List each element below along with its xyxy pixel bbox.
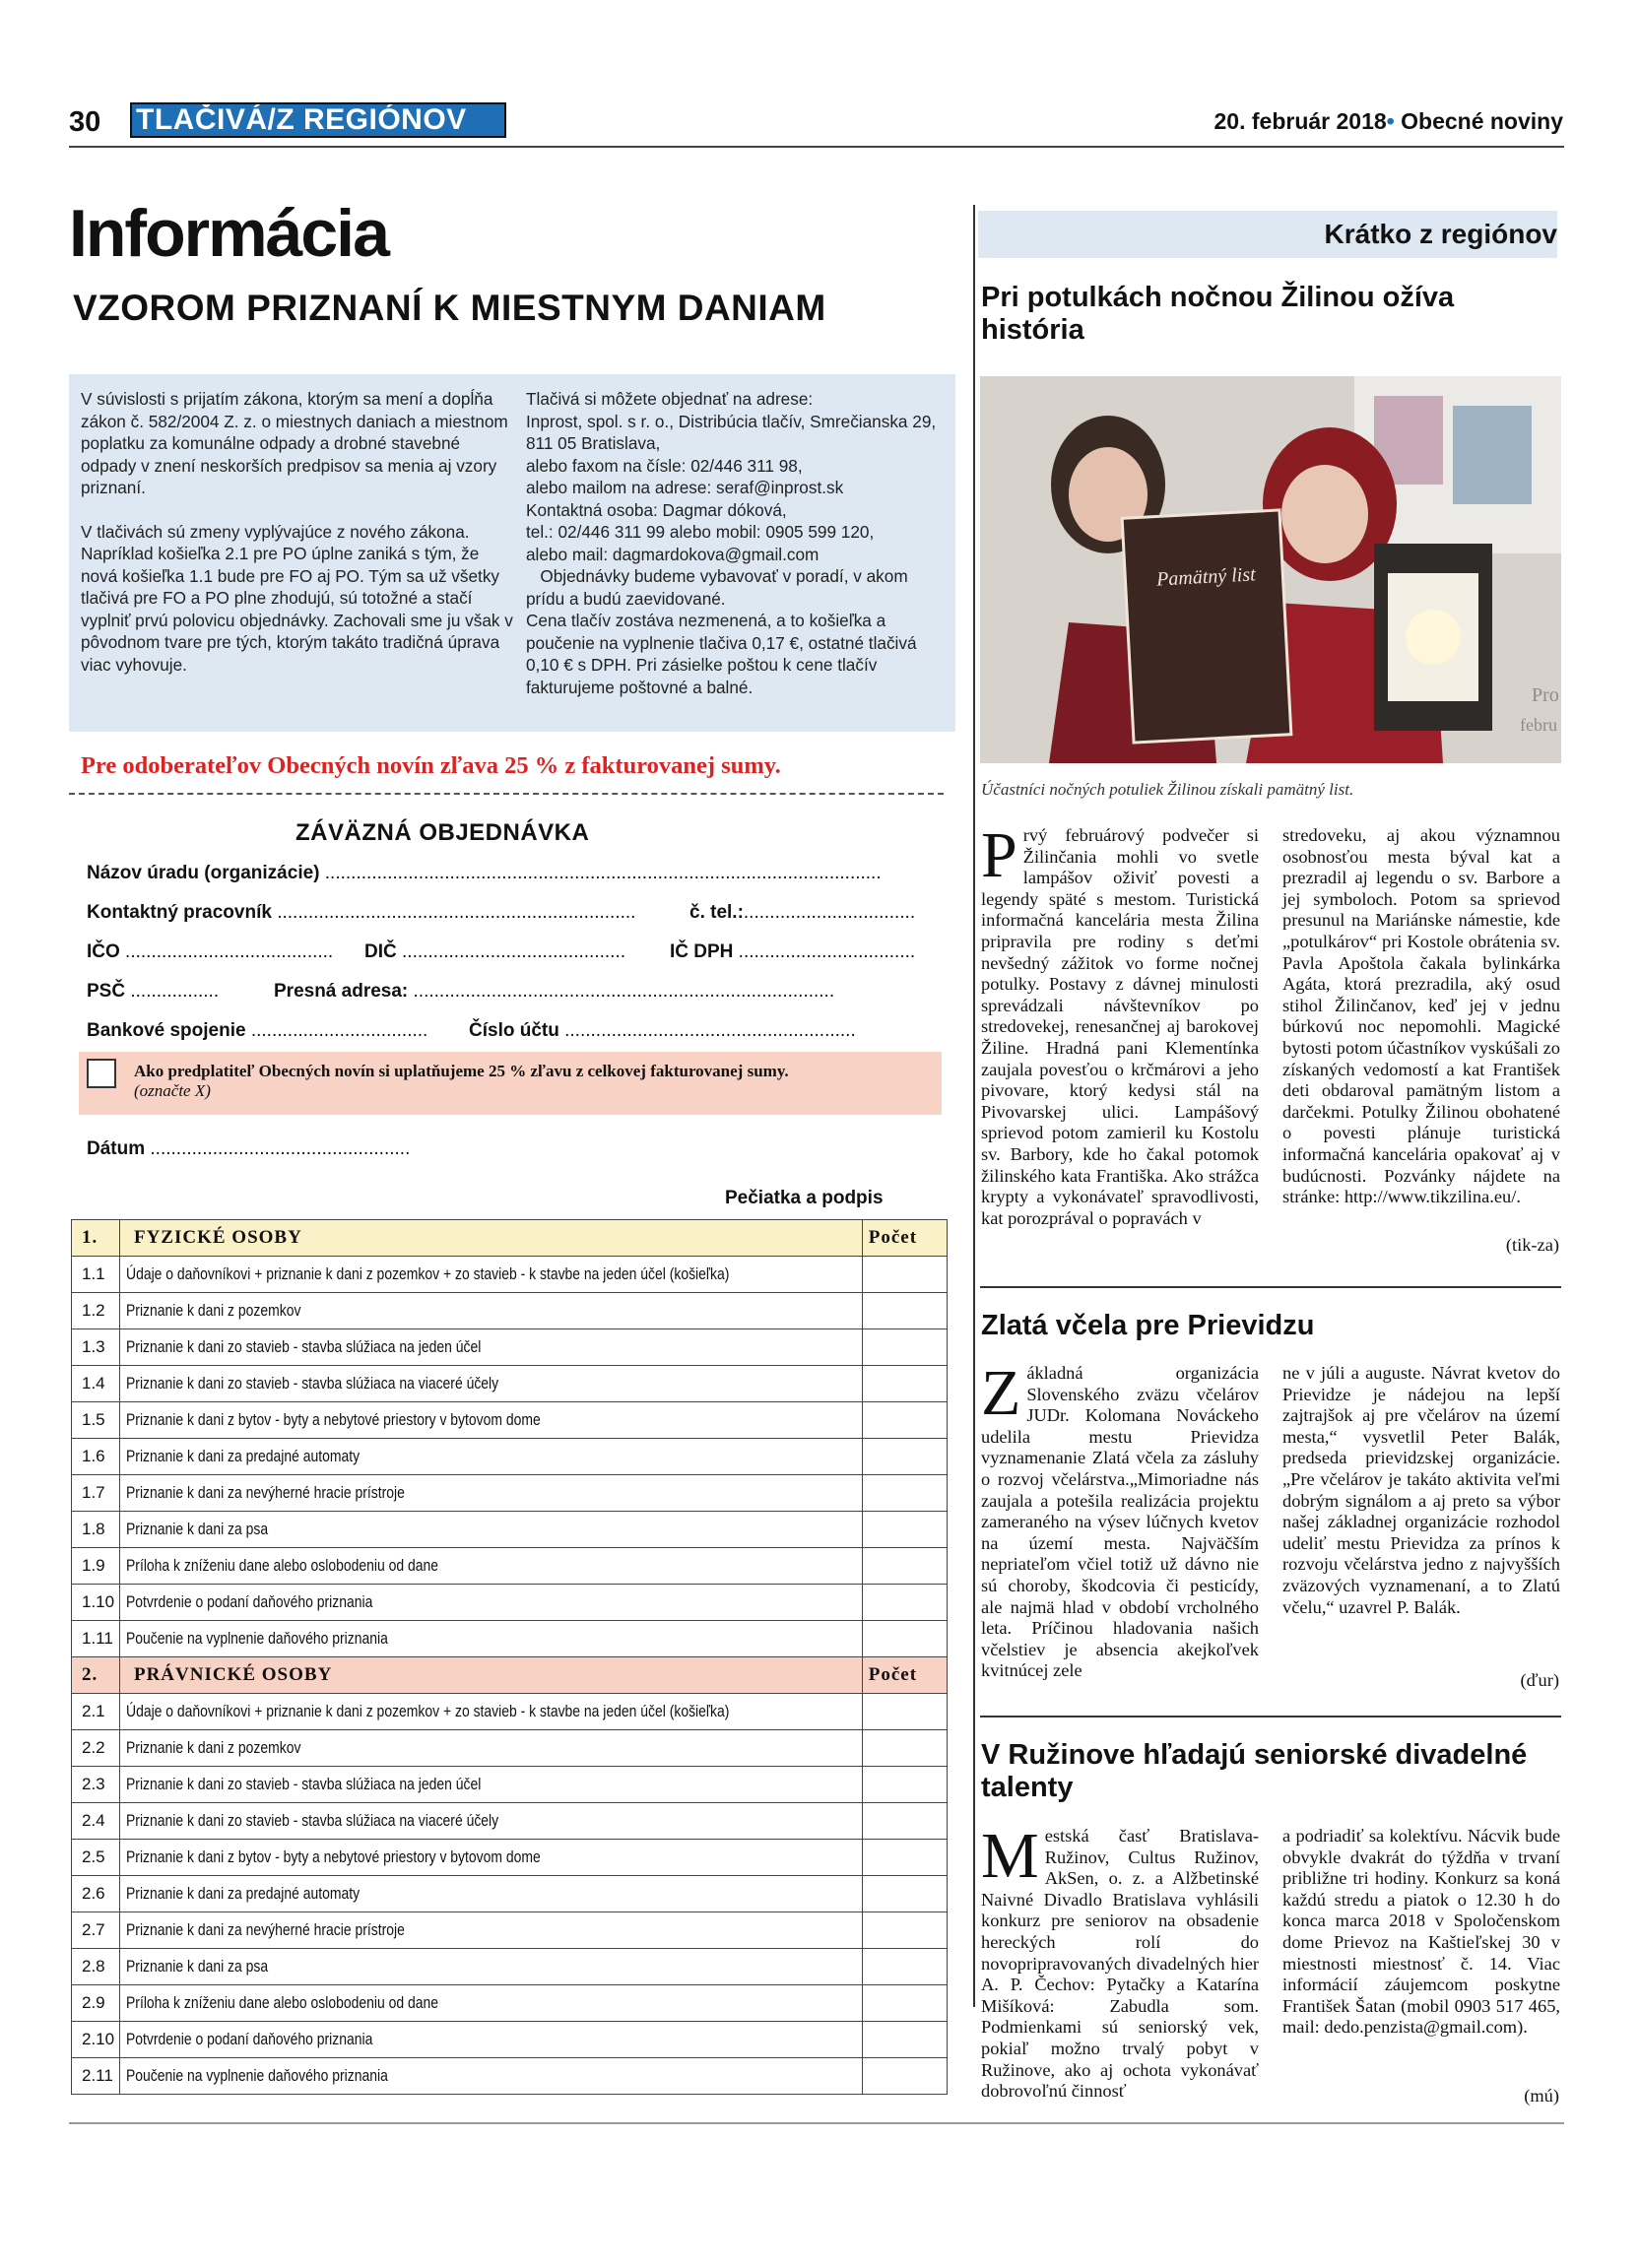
form-name: Priznanie k dani zo stavieb - stavba slúžiaca na viaceré účely	[125, 1811, 499, 1830]
form-number: 2.5	[72, 1840, 120, 1876]
article-photo	[980, 376, 1561, 763]
photo-caption: Účastníci nočných potuliek Žilinou získali pamätný list.	[981, 780, 1354, 799]
form-name: Priznanie k dani za psa	[125, 1957, 269, 1976]
form-name: Priznanie k dani za nevýherné hracie prístroje	[125, 1483, 405, 1502]
article-body-col2: ne v júli a auguste. Návrat kvetov do Prievidze je nádejou na lepší zajtrajšok aj pre včelárov na území mesta,“ vysvetlil Peter Balák, predseda prievidzskej organizácie. „Pre včelárov je takáto aktivita veľmi dobrým signálom a aj preto sa výbor našej základnej organizácie rozhodol udeliť mestu Prievidza za prínos k rozvoju včelárstva jedno z najvyšších zväzových vyznamenaní, a to Zlatú včelu,“ uzavrel P. Balák.	[1282, 1363, 1560, 1617]
form-name: Priznanie k dani z pozemkov	[125, 1738, 301, 1757]
form-name-cell	[119, 1621, 862, 1657]
form-number: 1.6	[72, 1439, 120, 1475]
form-name: Údaje o daňovníkovi + priznanie k dani z pozemkov + zo stavieb - k stavbe na jeden účel (košieľka)	[125, 1264, 730, 1283]
bank-field[interactable]: Bankové spojenie ..................................	[87, 1020, 428, 1041]
cut-line	[69, 793, 944, 795]
form-name-cell	[119, 2058, 862, 2095]
form-number: 1.1	[72, 1257, 120, 1293]
table-row	[72, 1949, 948, 1985]
info-left-column	[81, 388, 514, 697]
count-header: Počet	[862, 1657, 947, 1694]
form-number: 2.6	[72, 1876, 120, 1912]
table-section-header	[72, 1657, 948, 1694]
form-name: Priznanie k dani za nevýherné hracie prístroje	[125, 1920, 405, 1939]
count-header: Počet	[862, 1220, 947, 1257]
footer-rule	[69, 2122, 1564, 2124]
address-field[interactable]: Presná adresa: .................................................................................	[274, 981, 835, 1002]
drop-cap: P	[981, 819, 1017, 891]
form-name: Poučenie na vyplnenie daňového priznania	[125, 1629, 388, 1648]
form-number: 2.1	[72, 1694, 120, 1730]
photo-banner-text: febru	[1520, 715, 1557, 735]
form-name: Priznanie k dani za psa	[125, 1520, 269, 1538]
header-rule	[69, 146, 1564, 148]
article-body-col1: Prvý februárový podvečer si Žilinčania mohli vo svetle lampášov oživiť povesti a legendy späté s mestom. Turistická informačná kancelária mesta Žilina pripravila pre rodiny s deťmi nevšedný zážitok vo forme nočnej potulky. Postavy z dávnej minulosti sprevádzali návštevníkov po stredovekej, renesančnej aj barokovej Žiline. Hradná pani Klementínka zaujala povesťou o krčmárovi a jeho pivovare, ktorý kedysi stál na Pivovarskej ulici. Lampášový sprievod potom zamieril ku Kostolu sv. Barbory, kde ho čakal potomok žilinského kata Františka. Ako strážca krypty a vykonávateľ spravodlivosti, kat porozprával o popravách v	[981, 819, 1259, 1228]
table-row	[72, 1621, 948, 1657]
page-subtitle: VZOROM PRIZNANÍ K MIESTNYM DANIAM	[73, 288, 826, 328]
form-name-cell	[119, 1475, 862, 1512]
table-row	[72, 1694, 948, 1730]
form-name: Priznanie k dani zo stavieb - stavba slúžiaca na jeden účel	[125, 1337, 482, 1356]
table-row	[72, 1730, 948, 1767]
count-input-cell[interactable]	[862, 1512, 947, 1548]
form-name-cell	[119, 1512, 862, 1548]
article-separator	[980, 1716, 1561, 1717]
info-line: tel.: 02/446 311 99 alebo mobil: 0905 599 120,	[526, 522, 875, 542]
form-name-cell	[119, 1840, 862, 1876]
column-divider	[973, 205, 975, 2007]
info-paragraph: V súvislosti s prijatím zákona, ktorým sa mení a dopĺňa zákon č. 582/2004 Z. z. o miestnych daniach a miestnom poplatku za komunálne odpady a drobné stavebné odpady v znení neskorších predpisov sa menia aj vzory priznaní.	[81, 389, 508, 497]
count-input-cell[interactable]	[862, 1257, 947, 1293]
photo-illustration	[980, 376, 1561, 763]
form-name-cell	[119, 1985, 862, 2022]
form-name: Príloha k zníženiu dane alebo oslobodeniu od dane	[125, 1556, 438, 1575]
article-separator	[980, 1286, 1561, 1288]
article-body-col1: Základná organizácia Slovenského zväzu včelárov JUDr. Kolomana Nováckeho udelila mestu Prievidza vyznamenanie Zlatá včela za zásluhy o rozvoj včelárstva.„Mimoriadne nás zaujala a potešila realizácia projektu zameraného na výsev lúčnych kvetov na území mesta. Najväčším nepriateľom včiel totiž už dávno nie sú choroby, škodcovia či pesticídy, ale najmä hlad v období vrcholného leta. Príčinou hladovania našich včelstiev je absencia akejkoľvek kvitnúcej zele	[981, 1357, 1259, 1681]
count-input-cell[interactable]	[862, 2058, 947, 2095]
form-name-cell	[119, 1767, 862, 1803]
count-input-cell[interactable]	[862, 1621, 947, 1657]
count-input-cell[interactable]	[862, 1439, 947, 1475]
form-name-cell	[119, 1730, 862, 1767]
form-name-cell	[119, 1803, 862, 1840]
form-name-cell	[119, 1293, 862, 1329]
table-row	[72, 1402, 948, 1439]
count-input-cell[interactable]	[862, 1803, 947, 1840]
count-input-cell[interactable]	[862, 1949, 947, 1985]
table-row	[72, 1803, 948, 1840]
office-field[interactable]: Názov úradu (organizácie) ...........................................................................................................	[87, 863, 882, 883]
table-row	[72, 1475, 948, 1512]
table-row	[72, 2058, 948, 2095]
article-body-col1: Mestská časť Bratislava-Ružinov, Cultus Ružinov, AkSen, o. z. a Alžbetinské Naivné Divadlo Bratislava vyhlásili konkurz pre seniorov na obsadenie hereckých rolí do novopripravovaných divadelných hier A. P. Čechov: Pytačky a Katarína Mišíková: Zabudla som. Podmienkami sú seniorský vek, pokiaľ možno trvalý pobyt v Ružinove, ako aj ochota vykonávať dobrovoľnú činnosť	[981, 1820, 1259, 2102]
section-rubric: TLAČIVÁ/Z REGIÓNOV	[130, 102, 506, 138]
table-row	[72, 1512, 948, 1548]
issue-line	[1214, 108, 1564, 135]
contact-field[interactable]: Kontaktný pracovník .....................................................................	[87, 902, 636, 923]
discount-note: Pre odoberateľov Obecných novín zľava 25 % z fakturovanej sumy.	[81, 752, 781, 779]
form-number: 2.9	[72, 1985, 120, 2022]
info-line: Kontaktná osoba: Dagmar dóková,	[526, 499, 787, 520]
count-input-cell[interactable]	[862, 1767, 947, 1803]
issue-date: 20. február 2018	[1214, 108, 1387, 134]
discount-checkbox[interactable]	[87, 1059, 116, 1088]
info-box	[69, 374, 955, 732]
drop-cap: Z	[981, 1357, 1021, 1429]
date-field[interactable]: Dátum ..................................................	[87, 1138, 411, 1159]
account-field[interactable]: Číslo účtu ........................................................	[469, 1020, 856, 1041]
page-number: 30	[69, 106, 101, 138]
form-name: Priznanie k dani z bytov - byty a nebytové priestory v bytovom dome	[125, 1847, 541, 1866]
info-line: Tlačivá si môžete objednať na adrese:	[526, 389, 814, 409]
form-name: Priznanie k dani z pozemkov	[125, 1301, 301, 1320]
section-name: FYZICKÉ OSOBY	[119, 1220, 862, 1257]
article-headline: Pri potulkách nočnou Žilinou ožíva história	[981, 282, 1455, 346]
form-name-cell	[119, 1402, 862, 1439]
ico-field[interactable]: IČO ........................................	[87, 941, 334, 962]
dic-field[interactable]: DIČ ...........................................	[364, 941, 626, 962]
form-name: Priznanie k dani za predajné automaty	[125, 1884, 361, 1903]
article-signature: (tik-za)	[1505, 1235, 1559, 1255]
form-number: 2.10	[72, 2022, 120, 2058]
form-number: 1.7	[72, 1475, 120, 1512]
article-headline: Zlatá včela pre Prievidzu	[981, 1310, 1315, 1341]
count-input-cell[interactable]	[862, 1840, 947, 1876]
stamp-signature-label: Pečiatka a podpis	[725, 1188, 884, 1208]
form-name-cell	[119, 1329, 862, 1366]
form-name-cell	[119, 2022, 862, 2058]
table-row	[72, 1876, 948, 1912]
count-input-cell[interactable]	[862, 1548, 947, 1585]
table-row	[72, 1548, 948, 1585]
article-headline: V Ružinove hľadajú seniorské divadelné talenty	[981, 1739, 1528, 1803]
count-input-cell[interactable]	[862, 1985, 947, 2022]
article-signature: (mú)	[1524, 2086, 1559, 2106]
icdph-field[interactable]: IČ DPH ..................................	[670, 941, 916, 962]
form-name-cell	[119, 1949, 862, 1985]
form-name-cell	[119, 1876, 862, 1912]
form-number: 2.2	[72, 1730, 120, 1767]
info-line: alebo mail: dagmardokova@gmail.com	[526, 544, 820, 564]
form-number: 2.8	[72, 1949, 120, 1985]
psc-field[interactable]: PSČ .................	[87, 981, 220, 1002]
count-input-cell[interactable]	[862, 1730, 947, 1767]
page-title: Informácia	[69, 196, 388, 271]
table-row	[72, 2022, 948, 2058]
form-number: 1.8	[72, 1512, 120, 1548]
order-title: ZÁVÄZNÁ OBJEDNÁVKA	[295, 819, 590, 846]
form-number: 2.11	[72, 2058, 120, 2095]
form-number: 1.2	[72, 1293, 120, 1329]
form-name: Potvrdenie o podaní daňového priznania	[125, 2030, 373, 2048]
form-name-cell	[119, 1585, 862, 1621]
table-row	[72, 1985, 948, 2022]
form-number: 1.4	[72, 1366, 120, 1402]
table-section-header	[72, 1220, 948, 1257]
form-name: Priznanie k dani zo stavieb - stavba slúžiaca na jeden účel	[125, 1775, 482, 1793]
form-name: Priznanie k dani zo stavieb - stavba slúžiaca na viaceré účely	[125, 1374, 499, 1393]
count-input-cell[interactable]	[862, 1475, 947, 1512]
table-row	[72, 1439, 948, 1475]
form-name: Príloha k zníženiu dane alebo oslobodeniu od dane	[125, 1993, 438, 2012]
separator-dot: •	[1386, 108, 1395, 134]
region-news-label: Krátko z regiónov	[1324, 219, 1557, 249]
table-row	[72, 1585, 948, 1621]
info-line: Cena tlačív zostáva nezmenená, a to košieľka a poučenie na vyplnenie tlačiva 0,17 €, ostatné tlačivá 0,10 € s DPH. Pri zásielke poštou k cene tlačív fakturujeme poštovné a balné.	[526, 611, 917, 697]
table-row	[72, 1767, 948, 1803]
info-line: Objednávky budeme vybavovať v poradí, v akom prídu a budú zaevidované.	[526, 566, 913, 609]
form-number: 1.10	[72, 1585, 120, 1621]
count-input-cell[interactable]	[862, 1366, 947, 1402]
form-name-cell	[119, 1257, 862, 1293]
form-name-cell	[119, 1548, 862, 1585]
article-signature: (ďur)	[1520, 1670, 1559, 1690]
section-number: 1.	[72, 1220, 120, 1257]
form-number: 1.9	[72, 1548, 120, 1585]
count-input-cell[interactable]	[862, 1912, 947, 1949]
info-line: Inprost, spol. s r. o., Distribúcia tlačív, Smrečianska 29, 811 05 Bratislava,	[526, 411, 937, 453]
article-body-col2: stredoveku, aj akou významnou osobnosťou mesta býval kat a prezradil aj legendu o sv. Barbore a jej symboloch. Potom sa sprievod presunul na Mariánske námestie, kde „potulkárov“ pri Kostole obrátenia sv. Pavla Apoštola čakala bylinkárka Agáta, ktorá prezradila, aký osud stihol Žilinčanov, keď jej v jednu búrkovú noc nepomohli. Magické bytosti potom účastníkov vyskúšali zo získaných vedomostí a kat František deti obdaroval pamätným listom a darčekmi. Potulky Žilinou obohatené o povesti plánuje turistická informačná kancelária opakovať aj v budúcnosti. Pozvánky nájdete na stránke: http://www.tikzilina.eu/.	[1282, 825, 1560, 1207]
photo-certificate-text: Pamätný list	[1155, 563, 1257, 591]
form-name-cell	[119, 1912, 862, 1949]
form-name: Priznanie k dani za predajné automaty	[125, 1447, 361, 1465]
table-row	[72, 1840, 948, 1876]
count-input-cell[interactable]	[862, 1585, 947, 1621]
drop-cap: M	[981, 1820, 1039, 1892]
paper-name: Obecné noviny	[1401, 108, 1563, 134]
table-row	[72, 1293, 948, 1329]
photo-banner-text: Pro	[1532, 684, 1559, 706]
phone-field[interactable]: č. tel.:.................................	[689, 902, 916, 923]
form-number: 1.3	[72, 1329, 120, 1366]
count-input-cell[interactable]	[862, 1694, 947, 1730]
form-name: Priznanie k dani z bytov - byty a nebytové priestory v bytovom dome	[125, 1410, 541, 1429]
table-row	[72, 1329, 948, 1366]
form-number: 1.11	[72, 1621, 120, 1657]
order-table	[71, 1219, 948, 2095]
count-input-cell[interactable]	[862, 2022, 947, 2058]
count-input-cell[interactable]	[862, 1293, 947, 1329]
table-row	[72, 1912, 948, 1949]
form-number: 2.4	[72, 1803, 120, 1840]
table-row	[72, 1257, 948, 1293]
info-line: alebo faxom na čísle: 02/446 311 98,	[526, 455, 803, 476]
form-number: 2.3	[72, 1767, 120, 1803]
info-line: alebo mailom na adrese: seraf@inprost.sk	[526, 478, 844, 497]
info-paragraph: V tlačivách sú zmeny vyplývajúce z nového zákona. Napríklad košieľka 2.1 pre PO úplne zaniká s tým, že nová košieľka 1.1 bude pre FO aj PO. Tým sa už všetky tlačivá pre FO a PO plne zhodujú, sú totožné a stačí vyplniť prvú polovicu objednávky. Zachovali sme ju však v pôvodnom tvare pre tých, ktorým takáto tradičná úprava viac vyhovuje.	[81, 521, 513, 675]
form-name-cell	[119, 1694, 862, 1730]
info-right-column	[526, 388, 944, 698]
form-name-cell	[119, 1366, 862, 1402]
count-input-cell[interactable]	[862, 1402, 947, 1439]
table-row	[72, 1366, 948, 1402]
form-name: Údaje o daňovníkovi + priznanie k dani z pozemkov + zo stavieb - k stavbe na jeden účel (košieľka)	[125, 1702, 730, 1720]
section-number: 2.	[72, 1657, 120, 1694]
form-name: Poučenie na vyplnenie daňového priznania	[125, 2066, 388, 2085]
count-input-cell[interactable]	[862, 1876, 947, 1912]
form-name: Potvrdenie o podaní daňového priznania	[125, 1592, 373, 1611]
form-number: 1.5	[72, 1402, 120, 1439]
discount-claim-text: Ako predplatiteľ Obecných novín si uplatňujeme 25 % zľavu z celkovej fakturovanej sumy. (označte X)	[134, 1062, 789, 1100]
form-number: 2.7	[72, 1912, 120, 1949]
count-input-cell[interactable]	[862, 1329, 947, 1366]
article-body-col2: a podriadiť sa kolektívu. Nácvik bude obvykle dvakrát do týždňa v trvaní približne tri hodiny. Konkurz sa koná každú stredu a piatok o 12.30 h do konca marca 2018 v Spoločenskom dome Prievoz na Kaštieľskej 30 v miestnosti miestnosť č. 14. Viac informácií záujemcom poskytne František Šatan (mobil 0903 517 465, mail: dedo.penzista@gmail.com).	[1282, 1826, 1560, 2038]
form-name-cell	[119, 1439, 862, 1475]
section-name: PRÁVNICKÉ OSOBY	[119, 1657, 862, 1694]
